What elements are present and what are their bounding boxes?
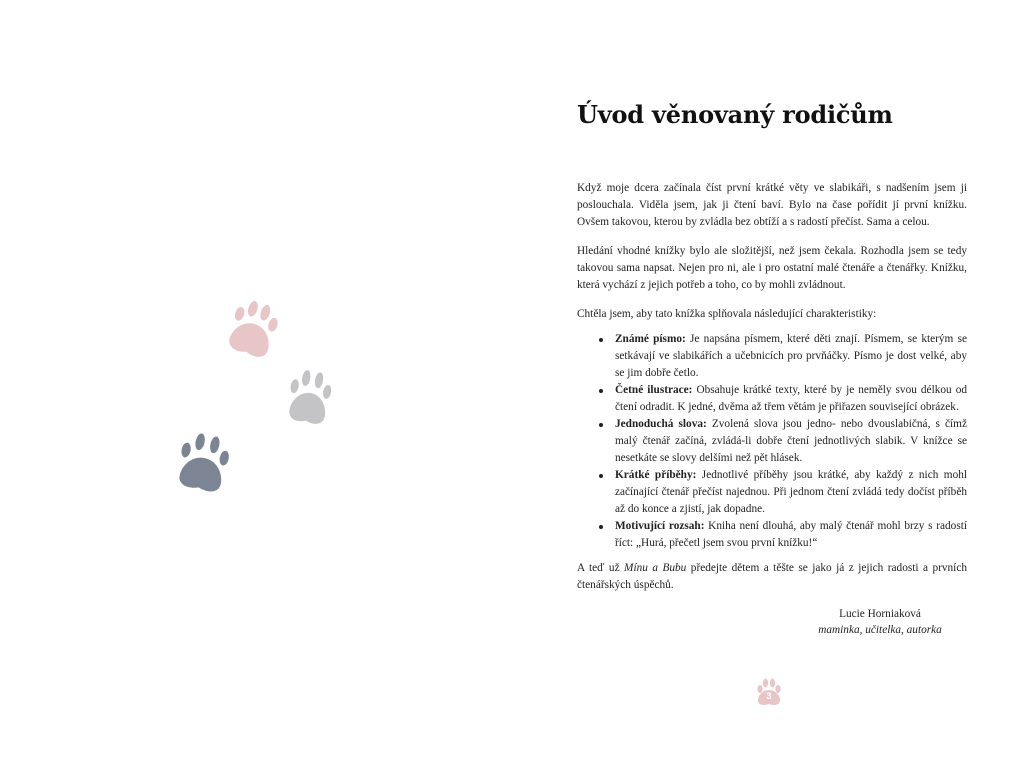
closing-paragraph: [577, 560, 967, 594]
author-name: Lucie Horniaková: [839, 608, 921, 620]
signature: [800, 606, 960, 638]
page-title-block: [577, 100, 967, 130]
paw-print-icon: [226, 297, 282, 359]
intro-text: [577, 180, 967, 606]
feature-item: [599, 382, 967, 416]
paw-print-icon: [286, 367, 334, 427]
feature-item: [599, 331, 967, 382]
feature-label: Jednoduchá slova:: [615, 418, 707, 430]
feature-text: Zvolená slova jsou jedno- nebo dvouslabičná, s čímž malý čtenář začíná, zvládá-li dobře čtení jednotlivých slabik. V knížce se nesetkáte se slovy delšími než pět hlásek.: [615, 418, 967, 464]
feature-label: Krátké příběhy:: [615, 469, 697, 481]
feature-text: Je napsána písmem, které děti znají. Písmem, se kterým se setkávají ve slabikářích a učebnicích pro prvňáčky. Písmo je dost velké, aby se jim dobře četlo.: [615, 333, 967, 379]
feature-item: [599, 467, 967, 518]
feature-label: Motivující rozsah:: [615, 520, 705, 532]
feature-label: Četné ilustrace:: [615, 384, 693, 396]
feature-item: [599, 416, 967, 467]
page-number-text: 3: [766, 691, 772, 701]
page-title: Úvod věnovaný rodičům: [577, 100, 893, 129]
book-title: Mínu a Bubu: [624, 562, 687, 574]
feature-item: [599, 518, 967, 552]
paragraph-2: Hledání vhodné knížky bylo ale složitější, než jsem čekala. Rozhodla jsem se tedy takovou sama napsat. Nejen pro ni, ale i pro ostatní malé čtenáře a čtenářky. Knížku, která vychází z jejich potřeb a toho, co by mohli zvládnout.: [577, 245, 967, 291]
feature-text: Jednotlivé příběhy jsou krátké, aby každý z nich mohl začínající čtenář přečíst najednou. Při jednom čtení zvládá tedy dočíst příběh až do konce a zjistí, jak dopadne.: [615, 469, 968, 515]
closing-before: A teď už: [577, 562, 625, 574]
page-number: [756, 678, 782, 706]
paragraph-1: Když moje dcera začínala číst první krátké věty ve slabikáři, s nadšením jsem ji poslouchala. Viděla jsem, jak ji čtení baví. Bylo na čase pořídit jí první knížku. Ovšem takovou, kterou by zvládla bez obtíží a s radostí přečíst. Sama a celou.: [577, 182, 967, 228]
feature-text: Obsahuje krátké texty, které by je neměly svou délkou od čtení odradit. K jedné, dvěma až třem větám je přiřazen související obrázek.: [615, 384, 967, 413]
closing-after: předejte dětem a těšte se jako já z jejich radosti a prvních čtenářských úspěchů.: [577, 562, 967, 591]
feature-text: Kniha není dlouhá, aby malý čtenář mohl brzy s radostí říct: „Hurá, přečetl jsem svou první knížku!“: [615, 520, 967, 549]
author-role: maminka, učitelka, autorka: [818, 624, 942, 636]
paw-print-icon: [175, 430, 233, 494]
feature-label: Známé písmo:: [615, 333, 686, 345]
feature-list: [577, 331, 967, 552]
paragraph-3: Chtěla jsem, aby tato knížka splňovala následující charakteristiky:: [577, 308, 877, 320]
